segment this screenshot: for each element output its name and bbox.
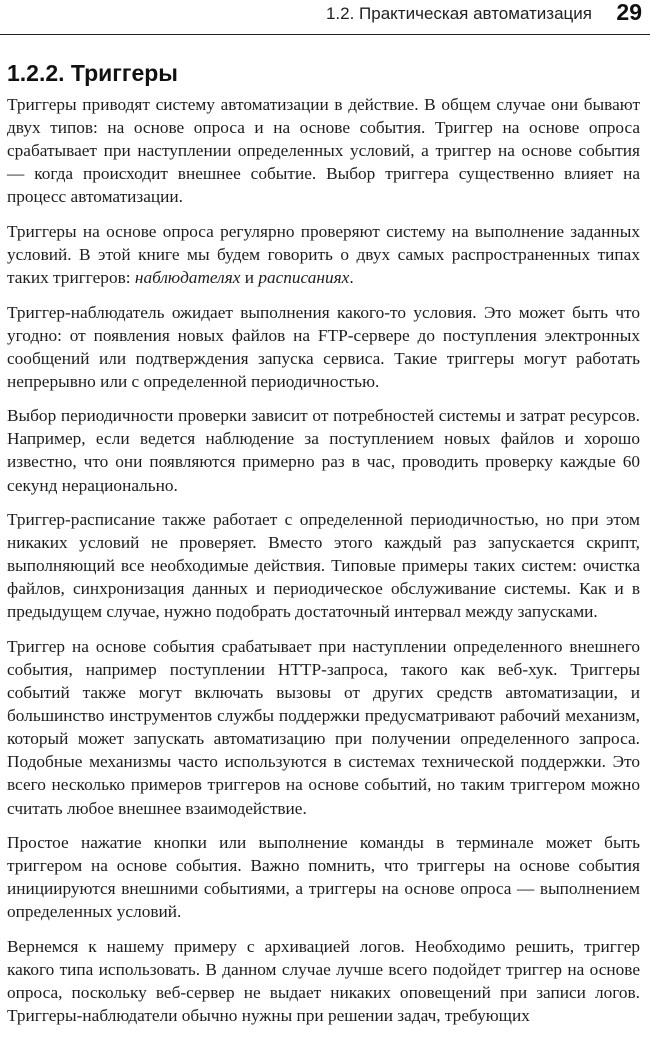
paragraph: Простое нажатие кнопки или выполнение команды в терминале может быть триггером на основе события. Важно помнить, что триггеры на основе события инициируются внешними событиями, а триггеры на основе опроса — выполнением определенных условий. (7, 833, 640, 922)
paragraph: Выбор периодичности проверки зависит от потребностей системы и затрат ресурсов. Например, если ведется наблюдение за поступлением новых файлов и хорошо известно, что они появляются примерно раз в час, проводить проверку каждые 60 секунд нерационально. (7, 406, 640, 495)
running-header-section: 1.2. Практическая автоматизация (325, 4, 592, 23)
page-number: 29 (616, 0, 642, 25)
paragraph-text: Триггеры на основе опроса регулярно проверяют систему на выполнение заданных условий. В этой книге мы будем говорить о двух самых распространенных типах таких триггеров: (7, 221, 640, 288)
paragraph-text: . (349, 268, 354, 288)
paragraph: Триггер на основе события срабатывает при наступлении определенного внешнего события, например поступлении HTTP-запроса, такого как веб-хук. Триггеры событий также могут включать вызовы от других средств автоматизации, и большинство инструментов службы поддержки предусматривают рабочий механизм, который может запускать автоматизацию при получении определенного запроса. Подобные механизмы часто используются в системах технической поддержки. Это всего несколько примеров триггеров на основе событий, но таким триггером можно считать любое внешнее взаимодействие. (7, 636, 640, 818)
paragraph (7, 220, 640, 289)
running-header (0, 0, 650, 35)
paragraph: Триггер-наблюдатель ожидает выполнения какого-то условия. Это может быть что угодно: от появления новых файлов на FTP-сервере до поступления электронных сообщений или подтверждения запуска сервиса. Такие триггеры могут работать непрерывно или с определенной периодичностью. (7, 302, 640, 391)
section-heading: 1.2.2. Триггеры (7, 60, 178, 86)
paragraph: Триггеры приводят систему автоматизации в действие. В общем случае они бывают двух типов: на основе опроса и на основе события. Триггер на основе опроса срабатывает при наступлении определенных условий, а триггер на основе события — когда происходит внешнее событие. Выбор триггера существенно влияет на процесс автоматизации. (7, 95, 640, 207)
paragraph: Вернемся к нашему примеру с архивацией логов. Необходимо решить, триггер какого типа использовать. В данном случае лучше всего подойдет триггер на основе опроса, поскольку веб-сервер не выдает никаких оповещений при записи логов. Триггеры-наблюдатели обычно нужны при решении задач, требующих (7, 936, 640, 1026)
paragraph-text: и (240, 268, 259, 288)
paragraph: Триггер-расписание также работает с определенной периодичностью, но при этом никаких условий не проверяет. Вместо этого каждый раз запускается скрипт, выполняющий все необходимые действия. Типовые примеры таких систем: очистка файлов, синхронизация данных и периодическое обслуживание системы. Как и в предыдущем случае, нужно подобрать достаточный интервал между запусками. (7, 510, 640, 622)
italic-term: наблюдателях (134, 268, 241, 288)
body-text (7, 93, 640, 1039)
italic-term: расписаниях (258, 268, 350, 288)
